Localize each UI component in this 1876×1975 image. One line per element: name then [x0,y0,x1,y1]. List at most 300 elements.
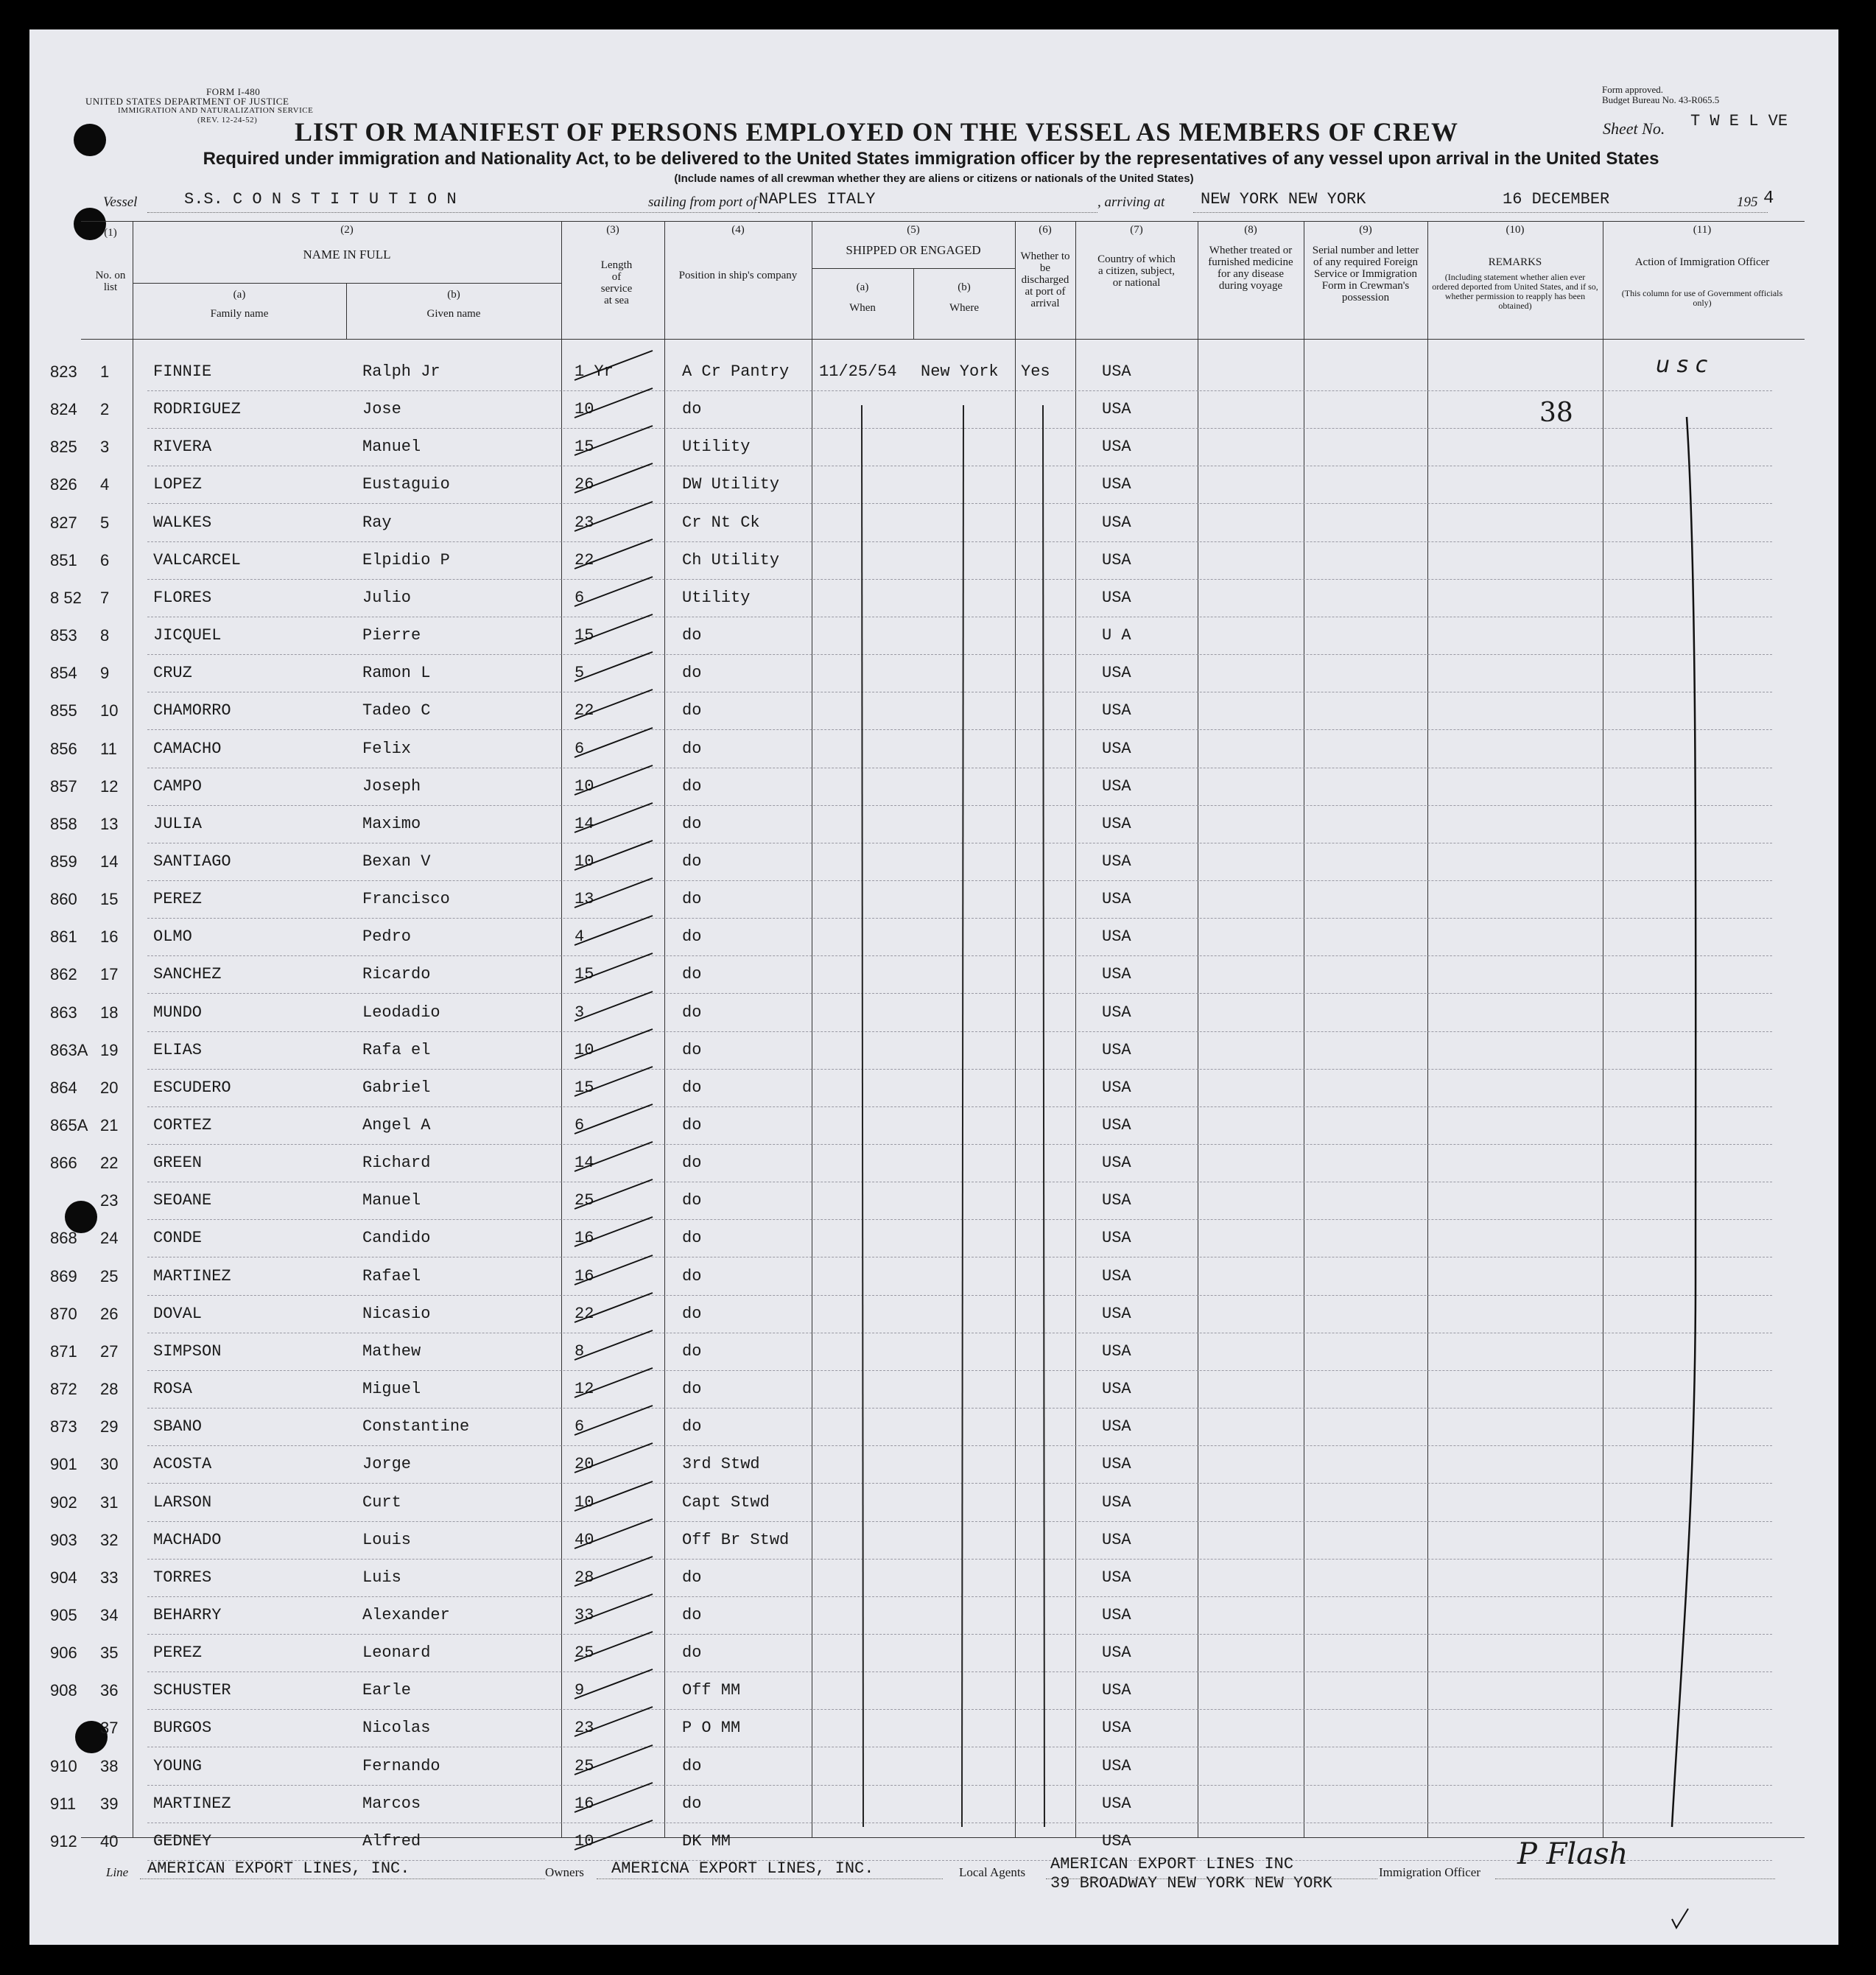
row-number: 35 [100,1644,119,1663]
country: USA [1102,1341,1131,1361]
position: do [682,1380,702,1399]
family-name: SEOANE [153,1191,212,1210]
service-length: 15 [575,1078,594,1097]
given-name: Leonard [362,1644,431,1663]
col5a-number: (a) [856,281,869,293]
sheet-label: Sheet No. [1603,119,1665,138]
col3-number: (3) [606,224,619,236]
country: USA [1102,927,1131,947]
country: USA [1102,1530,1131,1549]
line-label: Line [106,1865,129,1879]
family-name: MUNDO [153,1003,203,1022]
service-length: 4 [575,927,585,947]
sailing-label: sailing from port of [648,194,757,210]
row-number: 4 [100,475,110,494]
given-name: Curt [362,1492,401,1512]
family-name: BURGOS [153,1719,212,1738]
given-name: Jorge [362,1455,412,1474]
service-length: 15 [575,965,594,984]
col7-number: (7) [1130,224,1143,236]
country: USA [1102,1191,1131,1210]
col10-number: (10) [1506,224,1525,236]
family-name: SANTIAGO [153,852,231,871]
service-name: IMMIGRATION AND NATURALIZATION SERVICE [118,106,314,115]
row-number: 20 [100,1078,119,1097]
service-length: 10 [575,852,594,871]
family-name: OLMO [153,927,192,947]
country: USA [1102,852,1131,871]
given-name: Nicasio [362,1304,431,1323]
given-name: Angel A [362,1116,431,1134]
row-ref-number: 863A [50,1040,88,1059]
position: do [682,1078,702,1097]
country: USA [1102,1756,1131,1775]
given-name: Richard [362,1154,431,1173]
vessel-name: S.S. C O N S T I T U T I O N [184,190,457,208]
row-ref-number: 854 [50,664,77,683]
family-name: JULIA [153,814,203,833]
country: U A [1102,626,1131,645]
family-name: CRUZ [153,664,192,683]
country: USA [1102,1492,1131,1512]
col4-number: (4) [731,224,745,236]
row-number: 3 [100,438,110,457]
col5b-label: Where [949,302,979,314]
service-length: 16 [575,1794,594,1813]
row-ref-number: 825 [50,438,77,457]
row-number: 15 [100,890,119,909]
country: USA [1102,362,1131,381]
given-name: Candido [362,1229,431,1248]
service-length: 6 [575,1116,585,1134]
col5-number: (5) [907,224,920,236]
service-length: 26 [575,475,594,494]
row-number: 7 [100,588,110,607]
sailing-port: NAPLES ITALY [759,190,876,208]
position: do [682,776,702,796]
given-name: Mathew [362,1341,421,1361]
country: USA [1102,814,1131,833]
family-name: ESCUDERO [153,1078,231,1097]
service-length: 5 [575,664,585,683]
position: do [682,1794,702,1813]
col6-label: Whether to be discharged at port of arrival [1020,250,1070,309]
row-number: 12 [100,776,119,796]
col1-number: (1) [104,227,117,239]
position: do [682,1417,702,1436]
country: USA [1102,1417,1131,1436]
row-ref-number: 904 [50,1568,77,1587]
position: do [682,400,702,419]
service-length: 6 [575,588,585,607]
row-ref-number: 911 [50,1794,77,1813]
col8-number: (8) [1244,224,1257,236]
row-number: 17 [100,965,119,984]
budget-bureau: Budget Bureau No. 43-R065.5 [1602,94,1720,105]
row-number: 30 [100,1455,119,1474]
given-name: Maximo [362,814,421,833]
family-name: WALKES [153,513,212,532]
service-length: 16 [575,1229,594,1248]
country: USA [1102,1568,1131,1587]
year-prefix: 195 [1737,194,1758,210]
arriving-label: , arriving at [1097,194,1165,210]
position: do [682,701,702,720]
country: USA [1102,1380,1131,1399]
row-number: 33 [100,1568,119,1587]
col4-label: Position in ship's company [678,270,798,281]
col2a-label: Family name [210,308,269,320]
family-name: SCHUSTER [153,1681,231,1700]
ditto-line-discharged [1043,405,1044,1827]
given-name: Ralph Jr [362,362,440,381]
department: UNITED STATES DEPARTMENT OF JUSTICE [85,96,289,107]
row-number: 2 [100,400,110,419]
row-ref-number: 856 [50,739,77,758]
family-name: MACHADO [153,1530,222,1549]
service-length: 25 [575,1644,594,1663]
col1-label: No. on list [95,270,126,293]
line-dotline [140,1878,545,1879]
row-ref-number: 866 [50,1154,77,1173]
row-number: 21 [100,1116,119,1134]
family-name: GEDNEY [153,1831,212,1851]
country: USA [1102,1154,1131,1173]
handwritten-marks [29,29,1838,1945]
row-ref-number: 824 [50,400,77,419]
country: USA [1102,1078,1131,1097]
position: Cr Nt Ck [682,513,760,532]
check-mark [1672,1909,1688,1928]
row-ref-number: 868 [50,1229,77,1248]
row-number: 10 [100,701,119,720]
service-length: 10 [575,1492,594,1512]
row-number: 40 [100,1831,119,1851]
given-name: Ramon L [362,664,431,683]
col2b-label: Given name [426,308,481,320]
col8-label: Whether treated or furnished medicine for any disease during voyage [1208,245,1293,292]
country: USA [1102,1003,1131,1022]
service-length: 10 [575,1040,594,1059]
country: USA [1102,701,1131,720]
row-number: 25 [100,1266,119,1285]
country: USA [1102,588,1131,607]
family-name: RIVERA [153,438,212,457]
include-note: (Include names of all crewman whether they are aliens or citizens or nationals of the United States) [674,172,1194,185]
given-name: Nicolas [362,1719,431,1738]
agents-dotline [1046,1878,1377,1879]
row-ref-number: 865A [50,1116,88,1134]
vessel-label: Vessel [103,194,138,210]
remark-count: 38 [1539,398,1573,428]
given-name: Pierre [362,626,421,645]
country: USA [1102,1719,1131,1738]
service-length: 12 [575,1380,594,1399]
given-name: Ricardo [362,965,431,984]
col2b-number: (b) [447,289,460,301]
service-length: 6 [575,1417,585,1436]
row-number: 34 [100,1605,119,1624]
family-name: PEREZ [153,890,203,909]
row-number: 39 [100,1794,119,1813]
officer-signature: P Flash [1517,1837,1629,1871]
given-name: Leodadio [362,1003,440,1022]
given-name: Elpidio P [362,550,450,569]
shipped-when: 11/25/54 [819,362,897,381]
service-length: 3 [575,1003,585,1022]
service-length: 1 Yr [575,362,614,381]
row-ref-number: 8 52 [50,588,82,607]
row-ref-number: 872 [50,1380,77,1399]
position: do [682,1341,702,1361]
country: USA [1102,513,1131,532]
family-name: SANCHEZ [153,965,222,984]
country: USA [1102,1304,1131,1323]
service-length: 14 [575,814,594,833]
col11-number: (11) [1693,224,1712,236]
position: do [682,664,702,683]
service-length: 9 [575,1681,585,1700]
given-name: Manuel [362,438,421,457]
given-name: Eustaguio [362,475,450,494]
row-number: 16 [100,927,119,947]
agents-address: 39 BROADWAY NEW YORK NEW YORK [1050,1874,1332,1892]
row-ref-number: 855 [50,701,77,720]
col10-note: (Including statement whether alien ever ordered deported from United States, and if so, whether permission to reapply has been obtained) [1432,272,1598,311]
country: USA [1102,1455,1131,1474]
col6-number: (6) [1039,224,1052,236]
row-number: 19 [100,1040,119,1059]
row-number: 11 [100,739,117,758]
col9-label: Serial number and letter of any required Foreign Service or Immigration Form in Crewman's possession [1312,245,1419,304]
country: USA [1102,776,1131,796]
manifest-title: LIST OR MANIFEST OF PERSONS EMPLOYED ON THE VESSEL AS MEMBERS OF CREW [295,117,1458,147]
given-name: Felix [362,739,412,758]
row-number: 8 [100,626,110,645]
service-length: 16 [575,1266,594,1285]
family-name: ELIAS [153,1040,203,1059]
position: DK MM [682,1831,731,1851]
service-length: 6 [575,739,585,758]
row-number: 27 [100,1341,119,1361]
service-length: 33 [575,1605,594,1624]
row-number: 6 [100,550,110,569]
family-name: SIMPSON [153,1341,222,1361]
country: USA [1102,890,1131,909]
form-approved: Form approved. [1602,84,1664,95]
given-name: Tadeo C [362,701,431,720]
family-name: FINNIE [153,362,212,381]
col2a-number: (a) [233,289,246,301]
family-name: FLORES [153,588,212,607]
arriving-port: NEW YORK NEW YORK [1201,190,1366,208]
row-ref-number: 863 [50,1003,77,1022]
officer-dotline [1495,1878,1775,1879]
given-name: Jose [362,400,401,419]
position: Off MM [682,1681,741,1700]
position: P O MM [682,1719,741,1738]
row-ref-number: 902 [50,1492,77,1512]
family-name: CAMACHO [153,739,222,758]
row-ref-number: 861 [50,927,77,947]
given-name: Alexander [362,1605,450,1624]
given-name: Bexan V [362,852,431,871]
officer-initials: u s c [1656,352,1708,378]
position: do [682,1040,702,1059]
country: USA [1102,739,1131,758]
position: do [682,965,702,984]
row-number: 1 [100,362,110,381]
owners-dotline [597,1878,943,1879]
row-ref-number: 858 [50,814,77,833]
col5a-label: When [849,302,876,314]
row-ref-number: 906 [50,1644,77,1663]
col7-label: Country of which a citizen, subject, or national [1097,253,1176,289]
country: USA [1102,400,1131,419]
country: USA [1102,1681,1131,1700]
family-name: GREEN [153,1154,203,1173]
row-number: 14 [100,852,119,871]
row-number: 23 [100,1191,119,1210]
form-number: FORM I-480 [206,86,261,97]
row-ref-number: 908 [50,1681,77,1700]
position: do [682,739,702,758]
position: 3rd Stwd [682,1455,760,1474]
col10-label: REMARKS [1488,256,1542,268]
family-name: YOUNG [153,1756,203,1775]
row-ref-number: 910 [50,1756,77,1775]
row-ref-number: 901 [50,1455,77,1474]
col11-label: Action of Immigration Officer [1634,256,1770,268]
col11-note: (This column for use of Government officials only) [1621,288,1783,308]
position: do [682,1116,702,1134]
country: USA [1102,1266,1131,1285]
family-name: ROSA [153,1380,192,1399]
service-length: 10 [575,776,594,796]
country: USA [1102,664,1131,683]
family-name: PEREZ [153,1644,203,1663]
position: Capt Stwd [682,1492,770,1512]
position: do [682,1229,702,1248]
family-name: RODRIGUEZ [153,400,241,419]
family-name: CORTEZ [153,1116,212,1134]
position: Utility [682,588,751,607]
service-length: 22 [575,1304,594,1323]
row-number: 38 [100,1756,119,1775]
row-ref-number: 826 [50,475,77,494]
family-name: CAMPO [153,776,203,796]
position: Ch Utility [682,550,780,569]
given-name: Miguel [362,1380,421,1399]
position: do [682,814,702,833]
service-length: 22 [575,701,594,720]
given-name: Francisco [362,890,450,909]
row-number: 32 [100,1530,119,1549]
position: do [682,1003,702,1022]
given-name: Fernando [362,1756,440,1775]
row-ref-number: 903 [50,1530,77,1549]
service-length: 23 [575,513,594,532]
position: do [682,1605,702,1624]
position: do [682,626,702,645]
position: do [682,1154,702,1173]
col3-label: Length of service at sea [600,259,633,306]
service-length: 25 [575,1756,594,1775]
row-ref-number: 823 [50,362,77,381]
family-name: DOVAL [153,1304,203,1323]
row-number: 9 [100,664,110,683]
row-ref-number: 860 [50,890,77,909]
position: do [682,1304,702,1323]
ditto-line-when [862,405,863,1827]
row-ref-number: 869 [50,1266,77,1285]
position: Off Br Stwd [682,1530,790,1549]
row-ref-number: 857 [50,776,77,796]
row-ref-number: 853 [50,626,77,645]
position: do [682,927,702,947]
given-name: Julio [362,588,412,607]
service-length: 10 [575,400,594,419]
family-name: JICQUEL [153,626,222,645]
given-name: Louis [362,1530,412,1549]
family-name: LARSON [153,1492,212,1512]
row-number: 5 [100,513,110,532]
country: USA [1102,1229,1131,1248]
country: USA [1102,1116,1131,1134]
country: USA [1102,1831,1131,1851]
col2-number: (2) [340,224,354,236]
row-number: 22 [100,1154,119,1173]
col5b-number: (b) [958,281,971,293]
family-name: MARTINEZ [153,1266,231,1285]
country: USA [1102,550,1131,569]
row-number: 13 [100,814,119,833]
family-name: ACOSTA [153,1455,212,1474]
given-name: Manuel [362,1191,421,1210]
position: do [682,1756,702,1775]
agents-value: AMERICAN EXPORT LINES INC [1050,1855,1294,1873]
family-name: TORRES [153,1568,212,1587]
position: do [682,1644,702,1663]
discharged: Yes [1021,362,1050,381]
given-name: Marcos [362,1794,421,1813]
row-number: 36 [100,1681,119,1700]
row-ref-number: 859 [50,852,77,871]
manifest-sheet [29,29,1838,1945]
service-length: 20 [575,1455,594,1474]
country: USA [1102,1605,1131,1624]
row-number: 37 [100,1719,119,1738]
row-number: 24 [100,1229,119,1248]
row-ref-number: 851 [50,550,77,569]
arrival-date: 16 DECEMBER [1503,190,1610,208]
position: DW Utility [682,475,780,494]
row-number: 31 [100,1492,119,1512]
position: Utility [682,438,751,457]
family-name: BEHARRY [153,1605,222,1624]
row-ref-number: 871 [50,1341,77,1361]
col2-label: NAME IN FULL [303,248,391,262]
country: USA [1102,1644,1131,1663]
country: USA [1102,475,1131,494]
country: USA [1102,438,1131,457]
given-name: Luis [362,1568,401,1587]
row-ref-number: 864 [50,1078,77,1097]
col5-label: SHIPPED OR ENGAGED [846,243,981,257]
country: USA [1102,1794,1131,1813]
service-length: 28 [575,1568,594,1587]
position: do [682,1568,702,1587]
